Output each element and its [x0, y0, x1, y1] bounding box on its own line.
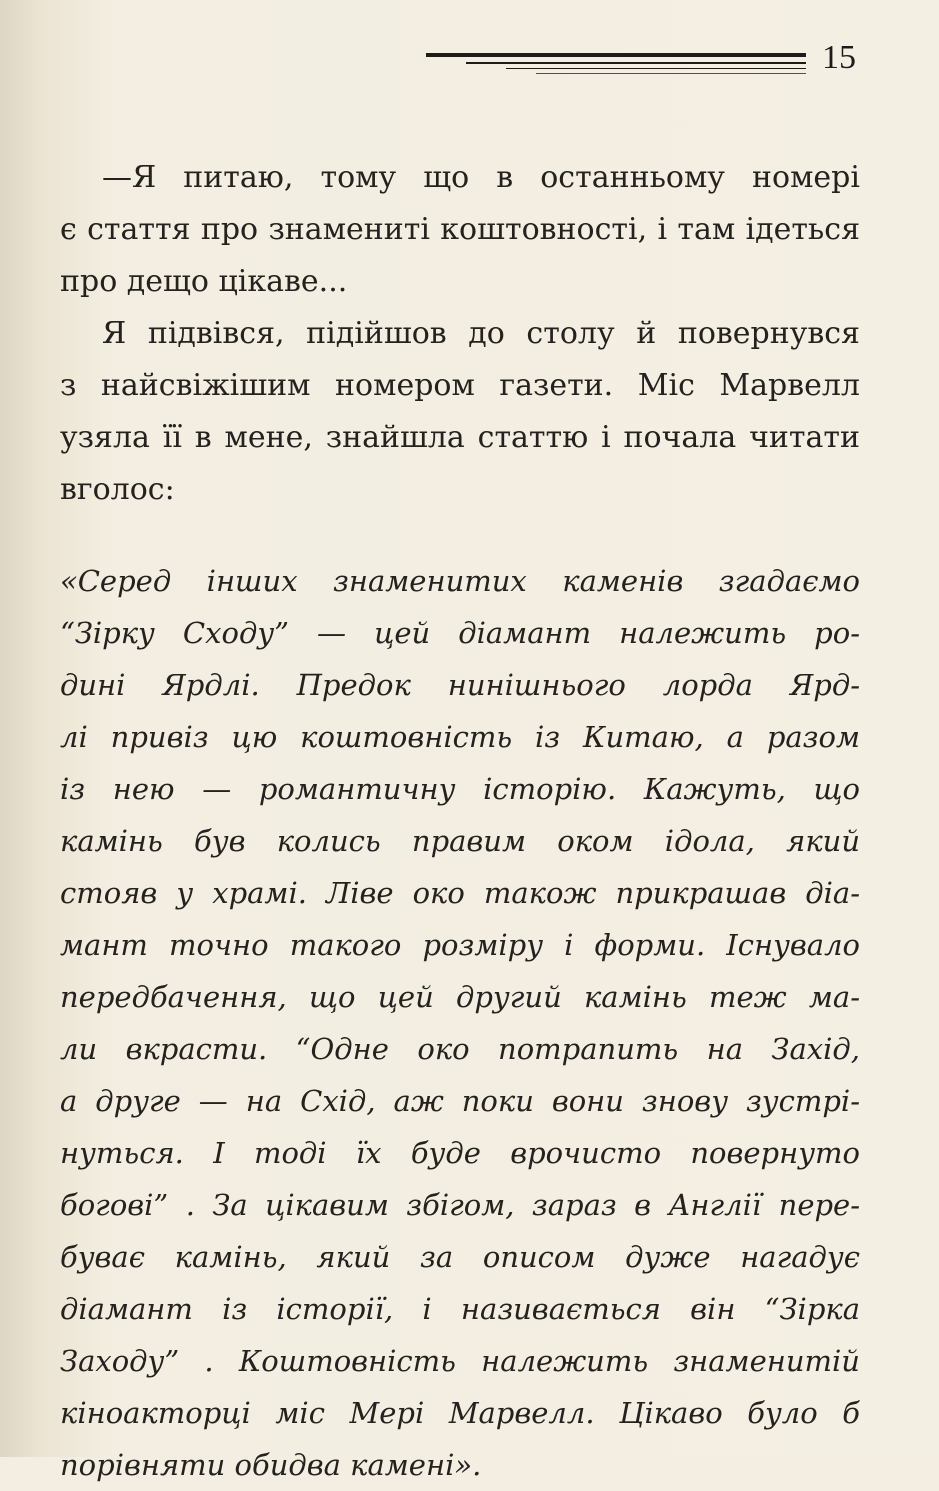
header-rule: [426, 53, 806, 57]
header-rule: [536, 73, 806, 74]
paragraph-2-line: узяла її в мене, знайшла статтю і почала читати: [60, 420, 860, 455]
quote-line: а друге — на Схід, аж поки вони знову зустрі-: [60, 1084, 860, 1118]
quote-line: «Серед інших знаменитих каменів згадаємо: [60, 564, 860, 598]
quote-line: лі привіз цю коштовність із Китаю, а разом: [60, 720, 860, 754]
body-text: [60, 152, 860, 516]
quote-line: мант точно такого розміру і форми. Існувало: [60, 928, 860, 962]
quote-line: богові” . За цікавим збігом, зараз в Англії пере-: [60, 1188, 860, 1222]
quote-line: порівняти обидва камені».: [60, 1448, 482, 1482]
quoted-article: [60, 555, 860, 1491]
quote-line: із нею — романтичну історію. Кажуть, що: [60, 772, 860, 806]
paragraph-2-line: Я підвівся, підійшов до столу й повернувся: [102, 316, 860, 351]
quote-line: “Зірку Сходу” — цей діамант належить ро-: [60, 616, 860, 650]
quote-line: передбачення, що цей другий камінь теж ма-: [60, 980, 860, 1014]
header-decorative-rules: [426, 53, 806, 77]
page-number: 15: [822, 39, 856, 76]
quote-line: Заходу” . Коштовність належить знаменитій: [60, 1344, 860, 1378]
header-rule: [506, 68, 806, 69]
header-rule: [466, 62, 806, 64]
paragraph-1-line: про дещо цікаве...: [60, 264, 348, 299]
quote-line: діамант із історії, і називається він “Зірка: [60, 1292, 860, 1326]
quote-line: стояв у храмі. Ліве око також прикрашав діа-: [60, 876, 860, 910]
quote-line: кіноакторці міс Мері Марвелл. Цікаво було б: [60, 1396, 860, 1430]
paragraph-1-line: —Я питаю, тому що в останньому номері: [102, 160, 860, 195]
paragraph-1-line: є стаття про знамениті коштовності, і там ідеться: [60, 212, 860, 247]
quote-line: камінь був колись правим оком ідола, який: [60, 824, 860, 858]
quote-line: буває камінь, який за описом дуже нагадує: [60, 1240, 860, 1274]
quote-line: ли вкрасти. “Одне око потрапить на Захід,: [60, 1032, 860, 1066]
paragraph-2-line: вголос:: [60, 472, 175, 507]
paragraph-2-line: з найсвіжішим номером газети. Міс Марвелл: [60, 368, 860, 403]
quote-line: дині Ярдлі. Предок нинішнього лорда Ярд-: [60, 668, 860, 702]
quote-line: нуться. І тоді їх буде врочисто повернуто: [60, 1136, 860, 1170]
